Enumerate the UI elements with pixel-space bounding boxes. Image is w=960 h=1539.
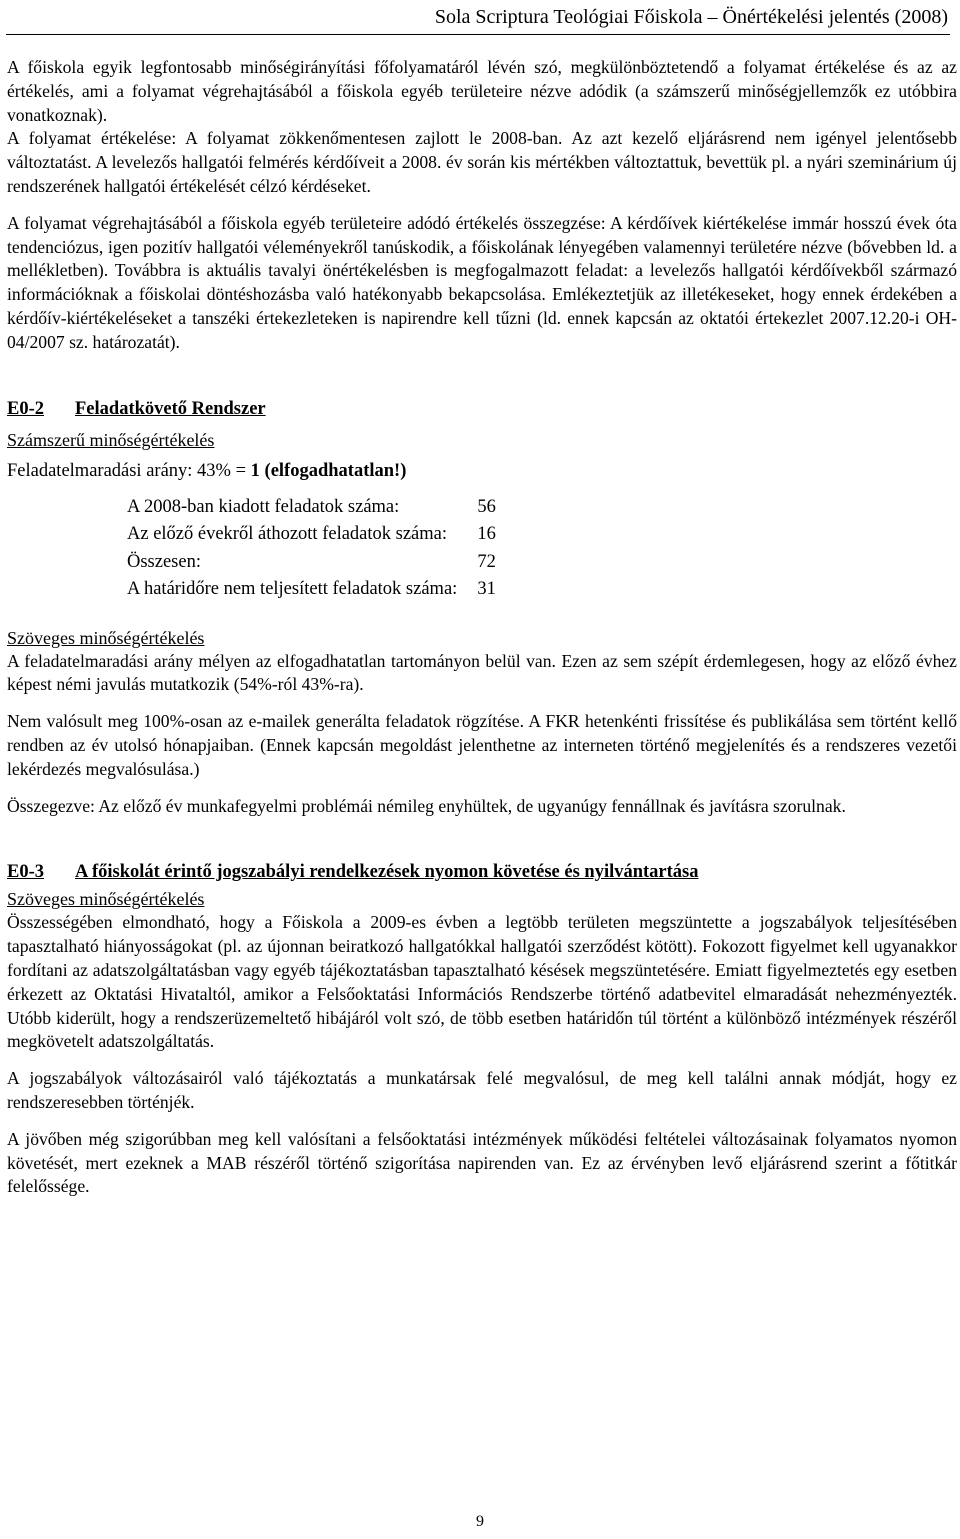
ratio-label: Feladatelmaradási arány: 43% = [7,460,251,481]
table-row [127,521,496,549]
page-body [7,56,957,1199]
running-header: Sola Scriptura Teológiai Főiskola – Önértékelési jelentés (2008) [434,6,948,28]
stat-value: 72 [477,551,496,572]
section-title-e02: Feladatkövető Rendszer [75,398,266,419]
section-number-e02: E0-2 [7,398,44,419]
table-row [127,549,496,577]
stat-value: 56 [477,496,496,517]
e02-paragraph-1: A feladatelmaradási arány mélyen az elfogadhatatlan tartományon belül van. Ezen az sem szépít érdemlegesen, hogy az előző évhez képest némi javulás mutatkozik (54%-ról 43%-ra). [7,650,957,695]
e03-paragraph-1: Összességében elmondható, hogy a Főiskola a 2009-es évben a legtöbb területen megszüntette a jogszabályok teljesítésében tapasztalható hiányosságokat (pl. az újonnan beiratkozó hallgatókkal hallgatói szerződést kötött). Fokozott figyelmet kell ugyanakkor fordítani az adatszolgáltatásban vagy egyéb tájékoztatásban tapasztalható késések megszüntetésére. Emiatt figyelmeztetés egy esetben érkezett az Oktatási Hivataltól, amikor a Felsőoktatási Információs Rendszerbe történő adatbevitel elmaradását nehezményezték. Utóbb kiderült, hogy a rendszerüzemeltető hibájáról volt szó, de több esetben határidőn túl történt a különböző intézmények részéről megkövetelt adatszolgáltatás. [7,912,957,1052]
stat-value: 31 [477,579,496,600]
quant-eval-heading: Számszerű minőségértékelés [7,429,215,450]
section-number-e03: E0-3 [7,862,44,883]
task-stats-table [127,494,496,604]
text-eval-heading-e03: Szöveges minőségértékelés [7,889,205,910]
stat-label: A határidőre nem teljesített feladatok száma: [127,579,458,600]
stat-label: Az előző évekről áthozott feladatok száma: [127,524,448,545]
stat-value: 16 [477,524,496,545]
intro-paragraph-1: A főiskola egyik legfontosabb minőségirányítási főfolyamatáról lévén szó, megkülönböztetendő a folyamat értékelése és az az értékelés, ami a folyamat végrehajtásából a főiskola egyéb területeire nézve adódik (a számszerű minőségjellemzők ez utóbbira vonatkoznak). [7,57,957,125]
stat-label: Összesen: [127,551,201,572]
ratio-line [7,458,957,484]
table-row [127,494,496,522]
page-number: 9 [476,1513,484,1530]
intro-paragraph-2: A folyamat értékelése: A folyamat zökkenőmentesen zajlott le 2008-ban. Az azt kezelő eljárásrend nem igényel jelentősebb változtatást. A levelezős hallgatói felmérés kérdőíveit a 2008. év során kis mértékben változtattuk, bevettük pl. a nyári szeminárium új rendszerének hallgatói értékelését célzó kérdéseket. [7,128,957,196]
e03-paragraph-3: A jövőben még szigorúbban meg kell valósítani a felsőoktatási intézmények működési feltételei változásainak folyamatos nyomon követését, mert ezeknek a MAB részéről történő szigorítása napirenden van. Ez az érvényben levő eljárásrend szerint a főtitkár felelőssége. [7,1128,957,1197]
stat-label: A 2008-ban kiadott feladatok száma: [127,496,400,517]
e02-paragraph-2: Nem valósult meg 100%-osan az e-mailek generálta feladatok rögzítése. A FKR hetenkénti frissítése és publikálása sem történt kellő rendben az év utolsó hónapjaiban. (Ennek kapcsán megoldást jelenthetne az interneten történő megjelenítés és a rendszeres vezetői lekérdezés megvalósulása.) [7,711,957,779]
e02-paragraph-3: Összegezve: Az előző év munkafegyelmi problémái némileg enyhültek, de ugyanúgy fennállnak és javításra szorulnak. [7,795,846,816]
e03-paragraph-2: A jogszabályok változásairól való tájékoztatás a munkatársak felé megvalósul, de meg kell találni annak módját, hogy ez rendszeresebben történjék. [7,1068,957,1112]
section-heading-e03 [7,859,957,885]
section-title-e03: A főiskolát érintő jogszabályi rendelkezések nyomon követése és nyilvántartása [75,862,699,883]
ratio-value: 1 (elfogadhatatlan!) [250,460,407,481]
table-row [127,576,496,604]
intro-paragraph-3: A folyamat végrehajtásából a főiskola egyéb területeire adódó értékelés összegzése: A kérdőívek kiértékelése immár hosszú évek óta tendenciózus, igen pozitív hallgatói véleményekről tanúskodik, a főiskolának lényegében valamennyi területére nézve (bővebben ld. a mellékletben). Továbbra is aktuális tavalyi önértékelésben is megfogalmazott feladat: a levelezős hallgatói kérdőívekből származó információknak a főiskolai döntéshozásba való hatékonyabb bekapcsolása. Emlékeztetjük az illetékeseket, hogy ennek érdekében a kérdőív-kiértékeléseket a tanszéki értekezleteken is napirendre kell tűzni (ld. ennek kapcsán az oktatói értekezlet 2007.12.20-i OH-04/2007 sz. határozatát). [7,212,957,352]
section-heading-e02 [7,396,957,422]
header-divider [6,34,950,35]
text-eval-heading-e02: Szöveges minőségértékelés [7,627,205,648]
